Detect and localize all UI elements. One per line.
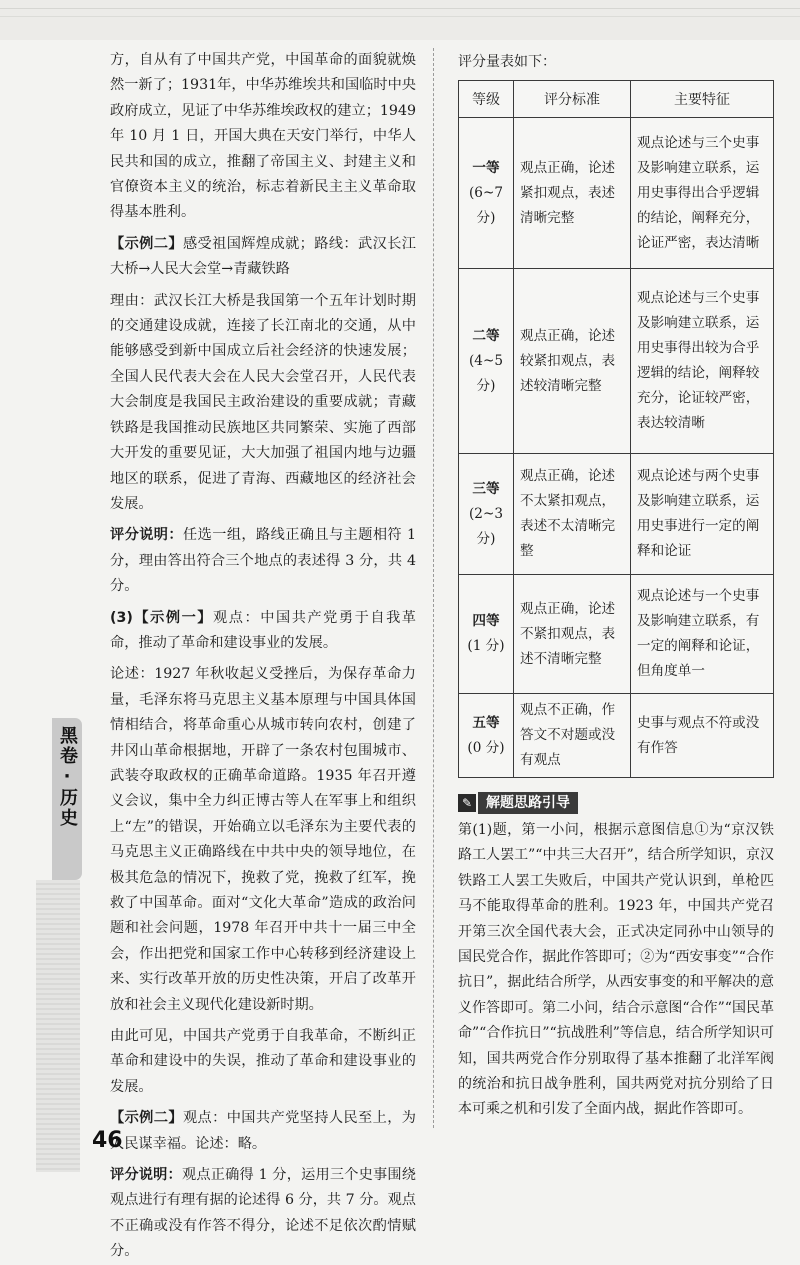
rubric-intro: 评分量表如下： <box>458 54 556 70</box>
paragraph: 论述：1927 年秋收起义受挫后，为保存革命力量，毛泽东将马克思主义基本原理与中国具体国情相结合，将革命重心从城市转向农村，创建了井冈山革命根据地，开辟了一条农村包围城市、武装夺取政权的正确革命道路。1935 年召开遵义会议，集中全力纠正博古等人在军事上和组织上“左”的错误，开始确立以毛泽东为主要代表的马克思主义正确路线在中共中央的领导地位，在极其危急的情况下，挽救了党，挽救了红军，挽救了中国革命。面对“文化大革命”造成的政治问题和社会问题，1978 年召开中共十一届三中全会，作出把党和国家工作中心转移到经济建设上来、实行改革开放的历史性决策，开启了改革开放和社会主义现代化建设新时期。 <box>110 666 416 1013</box>
guide-heading <box>458 792 774 814</box>
rubric-table <box>458 80 774 778</box>
paragraph: 由此可见，中国共产党勇于自我革命，不断纠正革命和建设中的失误，推动了革命和建设事业的发展。 <box>110 1028 416 1095</box>
top-band <box>0 0 800 40</box>
feature-cell: 观点论述与三个史事及影响建立联系，运用史事得出合乎逻辑的结论，阐释充分，论证严密，表达清晰 <box>631 118 774 269</box>
standard-cell: 观点正确，论述紧扣观点，表述清晰完整 <box>514 118 631 269</box>
level-cell: 三等 (2~3 分) <box>459 454 514 575</box>
left-column <box>110 48 416 1265</box>
standard-cell: 观点正确，论述较紧扣观点，表述较清晰完整 <box>514 269 631 454</box>
table-row <box>459 454 774 575</box>
column-divider <box>433 48 434 1128</box>
table-row <box>459 694 774 778</box>
right-column <box>458 52 774 1123</box>
paragraph: (3)【示例一】观点：中国共产党勇于自我革命，推动了革命和建设事业的发展。 <box>110 609 416 651</box>
standard-cell: 观点正确，论述不太紧扣观点，表述不太清晰完整 <box>514 454 631 575</box>
subject-side-tab: 黑卷 · 历史 <box>52 718 82 880</box>
standard-cell: 观点正确，论述不紧扣观点，表述不清晰完整 <box>514 575 631 694</box>
header-feature: 主要特征 <box>631 81 774 118</box>
table-row <box>459 575 774 694</box>
paragraph: 评分说明：观点正确得 1 分，运用三个史事围绕观点进行有理有据的论述得 6 分，共 7 分。观点不正确或没有作答不得分，论述不足依次酌情赋分。 <box>110 1167 416 1260</box>
level-cell: 一等 (6~7 分) <box>459 118 514 269</box>
side-strip <box>36 880 80 1172</box>
level-cell: 二等 (4~5 分) <box>459 269 514 454</box>
table-row <box>459 269 774 454</box>
header-level: 等级 <box>459 81 514 118</box>
feature-cell: 观点论述与两个史事及影响建立联系，运用史事进行一定的阐释和论证 <box>631 454 774 575</box>
paragraph: 评分说明：任选一组，路线正确且与主题相符 1 分，理由答出符合三个地点的表述得 3 分，共 4 分。 <box>110 527 416 595</box>
level-cell: 五等 (0 分) <box>459 694 514 778</box>
header-standard: 评分标准 <box>514 81 631 118</box>
table-header-row <box>459 81 774 118</box>
table-row <box>459 118 774 269</box>
guide-title: 解题思路引导 <box>478 792 578 814</box>
paragraph: 方，自从有了中国共产党，中国革命的面貌就焕然一新了；1931年，中华苏维埃共和国临时中央政府成立，见证了中华苏维埃政权的建立；1949 年 10 月 1 日，开国大典在天安门举行，中华人民共和国的成立，推翻了帝国主义、封建主义和官僚资本主义的统治，标志着新民主主义革命取得基本胜利。 <box>110 52 416 221</box>
paragraph: 【示例二】感受祖国辉煌成就；路线：武汉长江大桥→人民大会堂→青藏铁路 <box>110 235 416 278</box>
page-number: 46 <box>92 1128 123 1153</box>
standard-cell: 观点不正确，作答文不对题或没有观点 <box>514 694 631 778</box>
level-cell: 四等 (1 分) <box>459 575 514 694</box>
feature-cell: 观点论述与三个史事及影响建立联系，运用史事得出较为合乎逻辑的结论，阐释较充分，论证较严密，表达较清晰 <box>631 269 774 454</box>
guide-text: 第(1)题，第一小问，根据示意图信息①为“京汉铁路工人罢工”“中共三大召开”，结合所学知识，京汉铁路工人罢工失败后，中国共产党认识到，单枪匹马不能取得革命的胜利。1923 年，中国共产党召开第三次全国代表大会，正式决定同孙中山领导的国民党合作，据此作答即可；②为“西安事变”“合作抗日”，据此结合所学，从西安事变的和平解决的意义作答即可。第二小问，结合示意图“合作”“国民革命”“合作抗日”“抗战胜利”等信息，结合所学知识可知，国共两党合作分别取得了基本推翻了北洋军阀的统治和抗日战争胜利，国共两党对抗分别给了日本可乘之机和引发了全面内战，据此作答即可。 <box>458 822 774 1118</box>
paragraph: 【示例二】观点：中国共产党坚持人民至上，为人民谋幸福。论述：略。 <box>110 1110 416 1152</box>
paragraph: 理由：武汉长江大桥是我国第一个五年计划时期的交通建设成就，连接了长江南北的交通，从中能够感受到新中国成立后社会经济的快速发展；全国人民代表大会在人民大会堂召开，人民代表大会制度是我国民主政治建设的重要成就；青藏铁路是我国推动民族地区共同繁荣、实施了西部大开发的重要见证，大大加强了祖国内地与边疆地区的联系，促进了青海、西藏地区的经济社会发展。 <box>110 292 416 512</box>
pencil-icon: ✎ <box>458 794 476 812</box>
feature-cell: 史事与观点不符或没有作答 <box>631 694 774 778</box>
feature-cell: 观点论述与一个史事及影响建立联系，有一定的阐释和论证，但角度单一 <box>631 575 774 694</box>
